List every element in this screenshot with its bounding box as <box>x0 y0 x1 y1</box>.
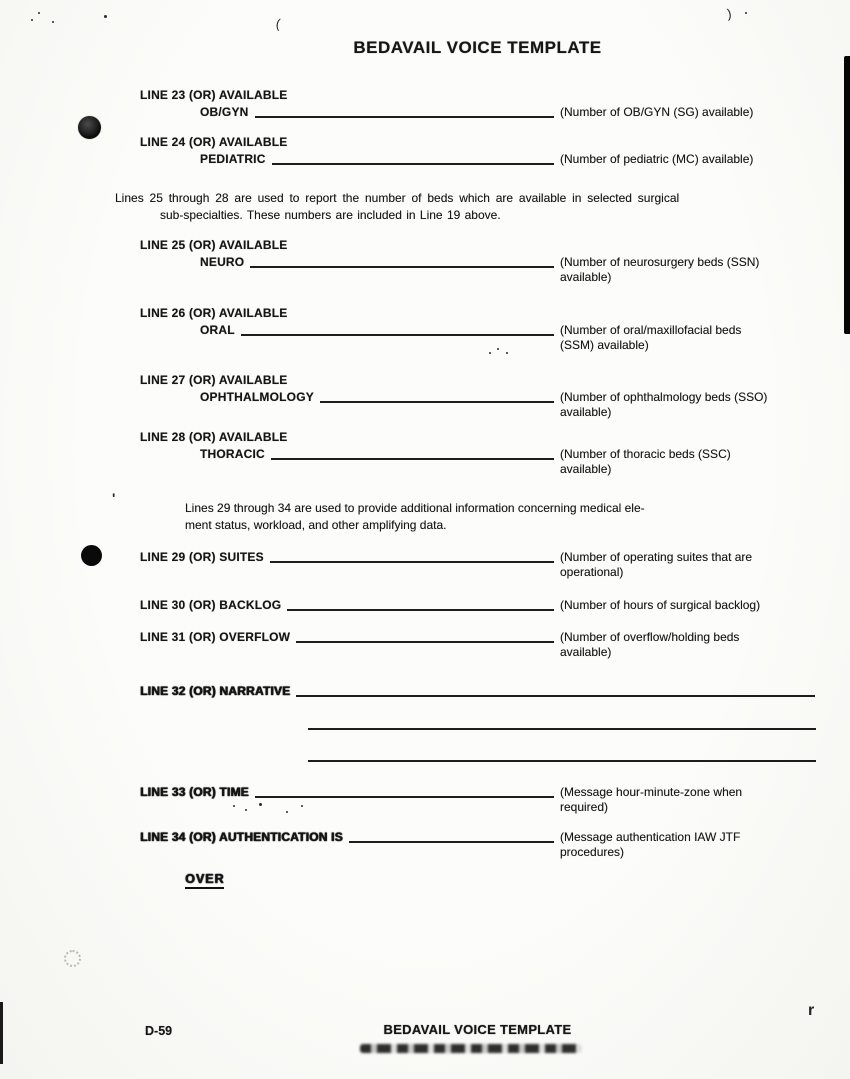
stray-paren-mark: ) <box>726 5 733 22</box>
field-line-33 <box>140 783 815 814</box>
intro-paragraph-lines-25-28 <box>115 190 812 223</box>
field-line-27-label: LINE 27 (OR) AVAILABLE <box>140 373 288 387</box>
note-line: available) <box>560 404 612 419</box>
note-line: operational) <box>560 564 624 579</box>
scan-edge-artifact-right <box>844 56 850 334</box>
field-line-28-blank <box>271 447 554 460</box>
field-line-27-row <box>140 390 815 419</box>
field-line-23 <box>140 88 815 120</box>
field-line-33-blank <box>255 785 554 798</box>
field-line-29-note <box>560 550 815 579</box>
note-line: (Number of OB/GYN (SG) available) <box>560 105 754 119</box>
note-line: available) <box>560 644 612 659</box>
over-label: OVER <box>185 872 224 889</box>
field-line-31-note <box>560 630 815 659</box>
field-line-23-blank <box>255 105 554 118</box>
field-line-29-row <box>140 550 815 579</box>
field-line-23-sublabel: OB/GYN <box>200 105 249 119</box>
note-line: (Number of neurosurgery beds (SSN) <box>560 255 760 269</box>
field-line-33-row <box>140 785 815 814</box>
field-line-27-blank <box>320 390 554 403</box>
field-line-32-row <box>140 684 815 698</box>
field-line-26-row <box>140 323 815 352</box>
field-line-32 <box>140 682 815 698</box>
footer-smudged-subtitle <box>360 1044 582 1053</box>
field-line-23-note <box>560 105 815 120</box>
field-line-30-label: LINE 30 (OR) BACKLOG <box>140 598 282 612</box>
field-line-30 <box>140 596 815 613</box>
field-line-25-sublabel: NEURO <box>200 255 245 269</box>
punch-hole-top <box>78 116 101 139</box>
scan-edge-artifact-left <box>0 1002 3 1064</box>
note-line: (Message hour-minute-zone when <box>560 785 743 799</box>
note-line: (Number of ophthalmology beds (SSO) <box>560 390 768 404</box>
field-line-30-note <box>560 598 815 613</box>
field-line-26-note <box>560 323 815 352</box>
scan-speck <box>489 352 491 354</box>
narrative-blank-line-3 <box>308 760 816 762</box>
scan-speck <box>233 805 235 807</box>
field-line-28-row <box>140 447 815 476</box>
note-line: (Message authentication IAW JTF <box>560 830 741 844</box>
field-line-34 <box>140 828 815 859</box>
field-line-34-blank <box>349 830 554 843</box>
field-line-25-row <box>140 255 815 284</box>
footer-title: BEDAVAIL VOICE TEMPLATE <box>383 1022 572 1037</box>
scan-speck <box>38 12 40 14</box>
field-line-26-label: LINE 26 (OR) AVAILABLE <box>140 306 288 320</box>
paragraph-line: Lines 25 through 28 are used to report the number of beds which are available in selected surgical <box>115 191 680 205</box>
field-line-34-note <box>560 830 815 859</box>
stray-paren-mark: ( <box>274 15 282 32</box>
field-line-32-label: LINE 32 (OR) NARRATIVE <box>140 684 291 698</box>
field-line-24 <box>140 135 815 167</box>
scan-speck <box>259 803 262 806</box>
field-line-24-row <box>140 152 815 167</box>
field-line-30-blank <box>287 598 554 611</box>
field-line-23-label: LINE 23 (OR) AVAILABLE <box>140 88 288 102</box>
note-line: (Number of pediatric (MC) available) <box>560 152 754 166</box>
scan-speck <box>104 15 107 18</box>
note-line: (Number of thoracic beds (SSC) <box>560 447 731 461</box>
note-line: (Number of oral/maxillofacial beds <box>560 323 742 337</box>
field-line-25-blank <box>250 255 554 268</box>
field-line-26-sublabel: ORAL <box>200 323 235 337</box>
field-line-23-row <box>140 105 815 120</box>
field-line-33-note <box>560 785 815 814</box>
scan-speck <box>245 809 247 811</box>
field-line-29-label: LINE 29 (OR) SUITES <box>140 550 264 564</box>
note-line: available) <box>560 461 612 476</box>
field-line-29 <box>140 548 815 579</box>
note-line: (SSM) available) <box>560 337 649 352</box>
paragraph-line: Lines 29 through 34 are used to provide additional information concerning medical ele- <box>185 501 645 515</box>
field-line-24-label: LINE 24 (OR) AVAILABLE <box>140 135 288 149</box>
note-line: (Number of overflow/holding beds <box>560 630 740 644</box>
paragraph-line: ment status, workload, and other amplifying data. <box>185 517 447 532</box>
field-line-24-note <box>560 152 815 167</box>
field-line-32-blank <box>296 684 815 697</box>
field-line-25-label: LINE 25 (OR) AVAILABLE <box>140 238 288 252</box>
field-line-27 <box>140 373 815 419</box>
scan-speck <box>506 352 508 354</box>
punch-hole-middle <box>81 545 102 566</box>
field-line-28 <box>140 430 815 476</box>
narrative-blank-line-2 <box>308 728 816 730</box>
field-line-33-label: LINE 33 (OR) TIME <box>140 785 249 799</box>
field-line-28-note <box>560 447 815 476</box>
field-line-31 <box>140 628 815 659</box>
page-title: BEDAVAIL VOICE TEMPLATE <box>353 38 602 57</box>
field-line-25 <box>140 238 815 284</box>
field-line-34-row <box>140 830 815 859</box>
field-line-29-blank <box>270 550 554 563</box>
field-line-28-sublabel: THORACIC <box>200 447 265 461</box>
note-line: (Number of hours of surgical backlog) <box>560 598 761 612</box>
stray-apostrophe-mark: ' <box>112 490 116 506</box>
field-line-27-note <box>560 390 815 419</box>
note-line: available) <box>560 269 612 284</box>
field-line-24-sublabel: PEDIATRIC <box>200 152 266 166</box>
intro-paragraph-lines-29-34 <box>185 500 645 533</box>
note-line: required) <box>560 799 609 814</box>
field-line-31-blank <box>296 630 554 643</box>
field-line-24-blank <box>272 152 554 165</box>
scan-speck <box>52 21 54 23</box>
field-line-30-row <box>140 598 815 613</box>
scan-speck <box>301 805 303 807</box>
note-line: procedures) <box>560 844 625 859</box>
note-line: (Number of operating suites that are <box>560 550 753 564</box>
field-line-27-sublabel: OPHTHALMOLOGY <box>200 390 314 404</box>
corner-stray-mark: r <box>808 1002 815 1019</box>
field-line-26 <box>140 306 815 352</box>
scan-speck <box>31 19 33 21</box>
paragraph-line: sub-specialties. These numbers are included in Line 19 above. <box>160 207 501 222</box>
field-line-28-label: LINE 28 (OR) AVAILABLE <box>140 430 288 444</box>
field-line-31-row <box>140 630 815 659</box>
punch-hole-bottom-faint <box>64 950 81 967</box>
scan-speck <box>745 12 747 14</box>
field-line-31-label: LINE 31 (OR) OVERFLOW <box>140 630 291 644</box>
field-line-26-blank <box>241 323 554 336</box>
field-line-34-label: LINE 34 (OR) AUTHENTICATION IS <box>140 830 343 844</box>
footer-page-number: D-59 <box>145 1024 173 1038</box>
scan-speck <box>286 811 288 813</box>
scan-speck <box>497 348 499 350</box>
field-line-25-note <box>560 255 815 284</box>
